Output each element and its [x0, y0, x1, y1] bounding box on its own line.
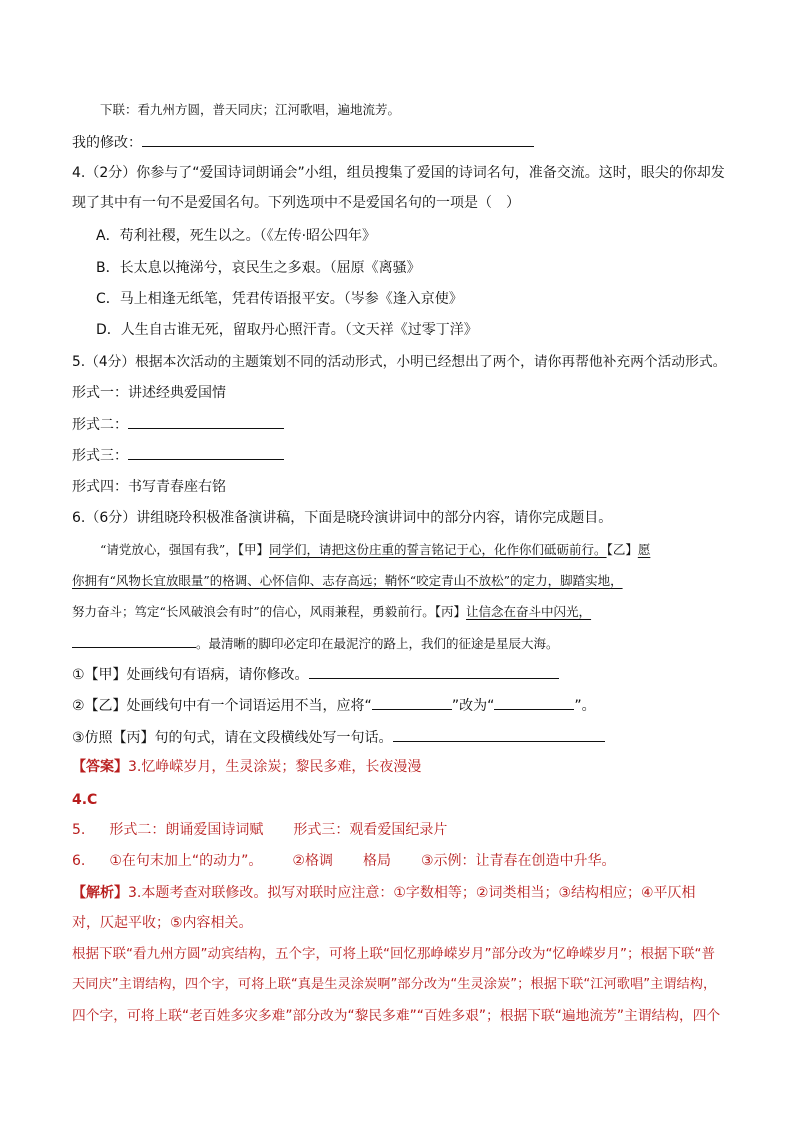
- q5-form2-line: [72, 414, 284, 435]
- analysis-line3: 根据下联“看九州方圆”动宾结构，五个字，可将上联“回忆那峥嵘岁月”部分改为“忆峥嵘岁月”；根据下联“普: [72, 946, 715, 962]
- q6-sub3-text: ③仿照【丙】句的句式，请在文段横线处写一句话。: [72, 730, 393, 746]
- q6-sub3-blank[interactable]: [393, 727, 605, 742]
- q6-stem: 6.（6分）讲组晓玲积极准备演讲稿，下面是晓玲演讲词中的部分内容，请你完成题目。: [72, 510, 613, 526]
- revision-blank[interactable]: [142, 132, 534, 147]
- q6-sub2-blank-2[interactable]: [494, 695, 574, 710]
- q6-passage-line4: [72, 633, 559, 654]
- q5-stem: 5.（4分）根据本次活动的主题策划不同的活动形式，小明已经想出了两个，请你再帮他补充两个活动形式。: [72, 354, 727, 370]
- passage-blank[interactable]: [72, 633, 196, 648]
- answer-line: [72, 757, 421, 777]
- answer-6-part2: ②格调: [292, 853, 333, 869]
- answer-3: 3.忆峥嵘岁月，生灵涂炭；黎民多难，长夜漫漫: [128, 759, 422, 775]
- passage-text: 努力奋斗；笃定“长风破浪会有时”的信心，风雨兼程，勇毅前行。【丙】: [72, 604, 467, 619]
- answer-6-part2b: 格局: [362, 853, 391, 869]
- q6-passage-line2: [72, 571, 623, 591]
- q5-form3-label: 形式三：: [72, 448, 128, 464]
- analysis-text: 3.本题考查对联修改。拟写对联时应注意：①字数相等；②词类相当；③结构相应；④平仄相: [128, 885, 696, 901]
- q5-form2-label: 形式二：: [72, 417, 128, 433]
- q6-sub2-text: ”改为“: [451, 698, 495, 714]
- q6-sub2-text: ②【乙】处画线句中有一个词语运用不当，应将“: [72, 698, 372, 714]
- my-revision-label: 我的修改：: [72, 135, 142, 151]
- passage-underline-bing: 让信念在奋斗中闪光，: [466, 604, 592, 619]
- my-revision-line: [72, 132, 534, 153]
- q4-option-c: C．马上相逢无纸笔，凭君传语报平安。（岑参《逢入京使》: [96, 291, 463, 307]
- answer-5-num: 5.: [72, 822, 86, 838]
- answer-label: 【答案】: [72, 759, 128, 775]
- analysis-line4: 天同庆”主谓结构，四个字，可将上联“真是生灵涂炭啊”部分改为“生灵涂炭”；根据下联“江河歌唱”主谓结构，: [72, 977, 717, 992]
- analysis-label: 【解析】: [72, 885, 128, 901]
- xialian-line: 下联：看九州方圆，普天同庆；江河歌唱，遍地流芳。: [100, 102, 401, 117]
- q5-form4: 形式四：书写青春座右铭: [72, 479, 226, 495]
- q4-option-b: B．长太息以掩涕兮，哀民生之多艰。（屈原《离骚》: [96, 260, 421, 276]
- answer-6-num: 6.: [72, 853, 86, 869]
- passage-text: “请党放心，强国有我”，【甲】: [100, 542, 270, 557]
- answer-6-part3: ③示例：让青春在创造中升华。: [420, 853, 616, 869]
- answer-6-line: [72, 851, 616, 871]
- q6-sub1-text: ①【甲】处画线句有语病，请你修改。: [72, 667, 309, 683]
- q5-form1: 形式一：讲述经典爱国情: [72, 385, 226, 401]
- q6-passage-line1: [100, 540, 650, 560]
- answer-5-line: [72, 820, 447, 840]
- q4-option-d: D．人生自古谁无死，留取丹心照汗青。（文天祥《过零丁洋》: [96, 322, 478, 338]
- answer-5-form3: 形式三：观看爱国纪录片: [293, 822, 448, 838]
- passage-underline-yi: 你拥有“风物长宜放眼量”的格调、心怀信仰、志存高远；鞘怀“咬定青山不放松”的定力，脚踏实地，: [72, 573, 623, 588]
- analysis-line1: [72, 883, 696, 903]
- q4-stem-line2: 现了其中有一句不是爱国名句。下列选项中不是爱国名句的一项是（ ）: [72, 195, 520, 211]
- passage-underline-yi-start: 愿: [637, 542, 651, 557]
- q6-sub2-text: ”。: [574, 698, 596, 714]
- q5-form3-blank[interactable]: [128, 445, 284, 460]
- q6-sub2-line: [72, 695, 596, 716]
- analysis-line5: 四个字，可将上联“老百姓多灾多难”部分改为“黎民多难”“百姓多艰”；根据下联“遍地流芳”主谓结构，四个: [72, 1008, 721, 1024]
- passage-underline-jia: 同学们，请把这份庄重的誓言铭记于心，化作你们砥砺前行。: [269, 542, 607, 557]
- q5-form3-line: [72, 445, 284, 466]
- answer-6-part1: ①在句末加上“的动力”。: [109, 853, 263, 869]
- q6-passage-line3: [72, 602, 591, 622]
- q6-sub1-blank[interactable]: [309, 664, 559, 679]
- answer-5-form2: 形式二：朗诵爱国诗词赋: [109, 822, 264, 838]
- passage-text: 。最清晰的脚印必定印在最泥泞的路上，我们的征途是星辰大海。: [196, 636, 559, 651]
- q4-stem-line1: 4.（2分）你参与了“爱国诗词朗诵会”小组，组员搜集了爱国的诗词名句，准备交流。这时，眼尖的你却发: [72, 165, 725, 181]
- q6-sub1-line: [72, 664, 559, 685]
- q6-sub3-line: [72, 727, 605, 748]
- passage-text: 【乙】: [606, 542, 638, 557]
- q6-sub2-blank-1[interactable]: [372, 695, 452, 710]
- analysis-line2: 对，仄起平收；⑤内容相关。: [72, 915, 253, 931]
- q5-form2-blank[interactable]: [128, 414, 284, 429]
- q4-option-a: A．苟利社稷，死生以之。（《左传·昭公四年》: [96, 228, 377, 244]
- answer-4: 4.C: [72, 792, 98, 808]
